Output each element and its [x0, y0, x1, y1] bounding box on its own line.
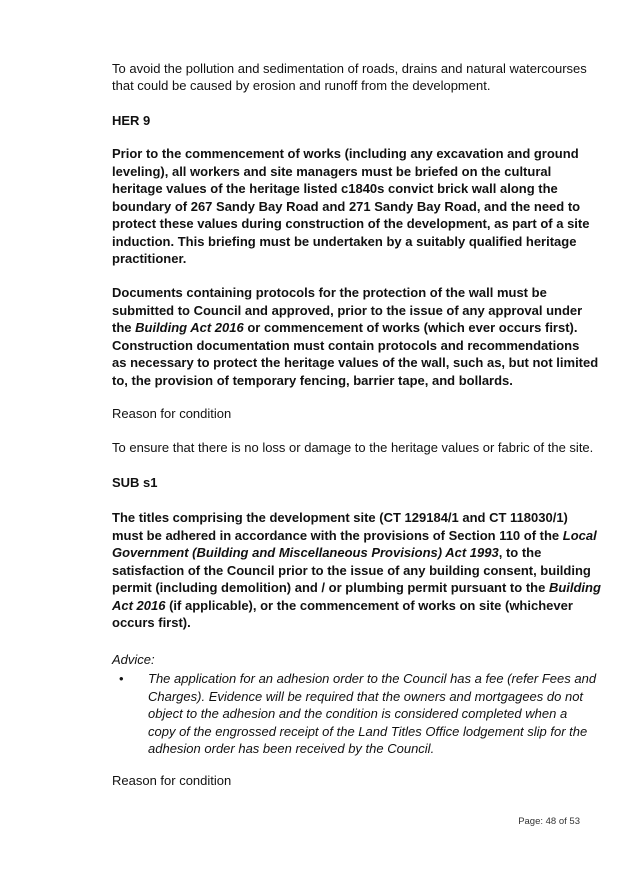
her9-para1-line-3: heritage values of the heritage listed c1840s convict brick wall along the: [112, 181, 558, 196]
page-number: Page: 48 of 53: [518, 816, 580, 827]
sub-s1-line-3-post: , to the: [498, 545, 542, 560]
her9-para1-line-2: leveling), all workers and site managers must be briefed on the cultural: [112, 163, 552, 179]
sub-s1-line-2-pre: must be adhered in accordance with the provisions of Section 110 of the: [112, 527, 563, 543]
act-name-building-act: Building Act 2016: [135, 320, 244, 335]
intro-line-1: To avoid the pollution and sedimentation of roads, drains and natural watercourses: [112, 61, 587, 76]
her9-heading: HER 9: [112, 113, 151, 128]
her9-reason-text: To ensure that there is no loss or damage to the heritage values or fabric of the site.: [112, 440, 594, 455]
her9-para2-line-3: [112, 319, 588, 337]
sub-s1-line-5-pre: permit (including demolition) and / or plumbing permit pursuant to the: [112, 580, 549, 595]
sub-s1-line-7: occurs first).: [112, 615, 191, 630]
her9-para1-line-5: protect these values during construction of the development, as part of a site: [112, 216, 590, 231]
sub-s1-line-5: [112, 579, 601, 597]
sub-s1-heading: SUB s1: [112, 475, 158, 490]
advice-label: Advice:: [112, 652, 155, 667]
her9-para2-line-4: Construction documentation must contain protocols and recommendations: [112, 337, 580, 353]
her9-para2-line-1: Documents containing protocols for the protection of the wall must be: [112, 285, 547, 300]
her9-para1-line-1: Prior to the commencement of works (including any excavation and ground: [112, 146, 579, 161]
her9-para2-line-3-pre: the: [112, 320, 136, 335]
her9-reason-label: Reason for condition: [112, 406, 232, 421]
act-name-building-2: Act 2016: [112, 597, 166, 613]
bullet-icon: •: [119, 671, 124, 686]
advice-line-4: copy of the engrossed receipt of the Land Titles Office lodgement slip for the: [148, 723, 588, 739]
sub-s1-line-4: satisfaction of the Council prior to the issue of any building consent, building: [112, 562, 591, 578]
advice-item: [148, 670, 597, 758]
sub-s1-line-6-post: (if applicable), or the commencement of works on site (whichever: [165, 597, 573, 613]
advice-line-3: object to the adhesion and the condition is considered completed when a: [148, 706, 568, 722]
act-name-building-1: Building: [548, 580, 601, 595]
act-name-local-gov-1: Local: [562, 527, 597, 543]
her9-para2-line-6: to, the provision of temporary fencing, barrier tape, and bollards.: [112, 372, 513, 388]
intro-line-2: that could be caused by erosion and runoff from the development.: [112, 78, 491, 93]
her9-para1-line-6: induction. This briefing must be undertaken by a suitably qualified heritage: [112, 233, 577, 249]
sub-s1-line-3: [112, 544, 588, 562]
advice-line-5: adhesion order has been received by the Council.: [148, 741, 435, 757]
her9-para1-line-4: boundary of 267 Sandy Bay Road and 271 Sandy Bay Road, and the need to: [112, 198, 581, 214]
act-name-local-gov-2: Government (Building and Miscellaneous Provisions) Act 1993: [112, 545, 499, 560]
sub-s1-reason-label: Reason for condition: [112, 773, 232, 788]
sub-s1-line-2: [112, 527, 597, 545]
advice-line-2: Charges). Evidence will be required that the owners and mortgagees do not: [148, 688, 584, 704]
her9-para1-line-7: practitioner.: [112, 251, 187, 266]
sub-s1-line-1: The titles comprising the development site (CT 129184/1 and CT 118030/1): [112, 510, 568, 525]
sub-s1-line-6: [112, 597, 588, 615]
advice-line-1: The application for an adhesion order to the Council has a fee (refer Fees and: [148, 671, 597, 686]
her9-para2-line-5: as necessary to protect the heritage values of the wall, such as, but not limited: [112, 355, 599, 370]
her9-para2-line-3-post: or commencement of works (which ever occurs first).: [243, 320, 578, 335]
her9-para2-line-2: submitted to Council and approved, prior to the issue of any approval under: [112, 302, 583, 318]
